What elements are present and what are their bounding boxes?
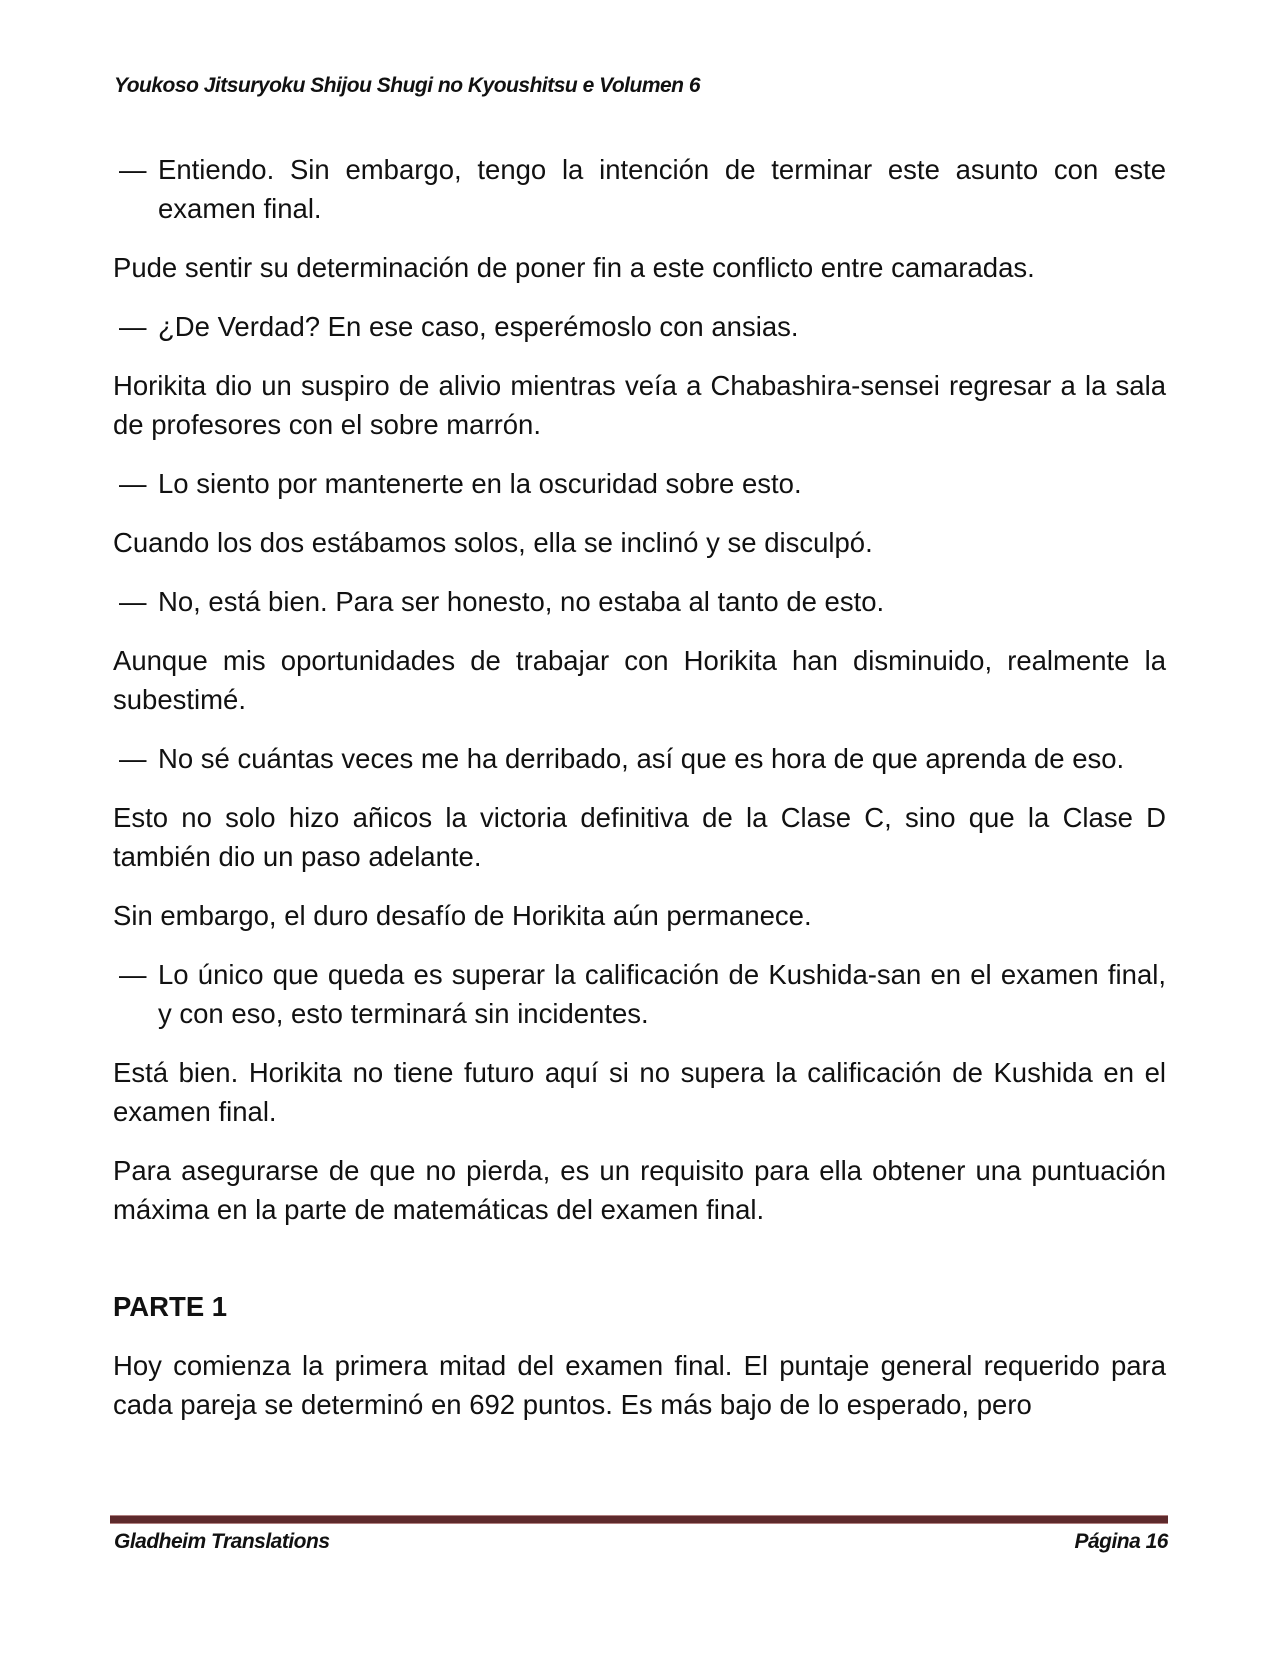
- dialogue-dash: —: [119, 311, 147, 342]
- dialogue-text: Entiendo. Sin embargo, tengo la intención de terminar este asunto con este examen final.: [158, 154, 1166, 224]
- section-heading: PARTE 1: [113, 1291, 228, 1322]
- dialogue-dash: —: [119, 743, 147, 774]
- paragraph: Esto no solo hizo añicos la victoria definitiva de la Clase C, sino que la Clase D también dio un paso adelante.: [113, 802, 1166, 872]
- dialogue-dash: —: [119, 154, 147, 185]
- page-body: [113, 150, 1166, 1444]
- page-number: Página 16: [1074, 1530, 1168, 1553]
- paragraph: Cuando los dos estábamos solos, ella se inclinó y se disculpó.: [113, 527, 873, 558]
- paragraph: Aunque mis oportunidades de trabajar con Horikita han disminuido, realmente la subestimé.: [113, 645, 1166, 715]
- running-header: Youkoso Jitsuryoku Shijou Shugi no Kyoushitsu e Volumen 6: [114, 74, 701, 97]
- footer-rule: [110, 1515, 1168, 1524]
- dialogue-text: No sé cuántas veces me ha derribado, así que es hora de que aprenda de eso.: [158, 743, 1125, 774]
- dialogue-line: [113, 955, 1166, 1033]
- dialogue-text: Lo siento por mantenerte en la oscuridad sobre esto.: [158, 468, 802, 499]
- dialogue-text: ¿De Verdad? En ese caso, esperémoslo con ansias.: [158, 311, 799, 342]
- footer-publisher: Gladheim Translations: [114, 1530, 330, 1553]
- dialogue-line: [113, 150, 1166, 228]
- dialogue-text: No, está bien. Para ser honesto, no estaba al tanto de esto.: [158, 586, 885, 617]
- paragraph: Sin embargo, el duro desafío de Horikita aún permanece.: [113, 900, 812, 931]
- dialogue-line: [113, 739, 1166, 778]
- paragraph: Horikita dio un suspiro de alivio mientras veía a Chabashira-sensei regresar a la sala de profesores con el sobre marrón.: [113, 370, 1166, 440]
- dialogue-text: Lo único que queda es superar la calificación de Kushida-san en el examen final, y con eso, esto terminará sin incidentes.: [158, 959, 1166, 1029]
- dialogue-line: [113, 464, 1166, 503]
- dialogue-line: [113, 307, 1166, 346]
- dialogue-dash: —: [119, 959, 147, 990]
- paragraph: Para asegurarse de que no pierda, es un requisito para ella obtener una puntuación máxima en la parte de matemáticas del examen final.: [113, 1155, 1166, 1225]
- dialogue-dash: —: [119, 586, 147, 617]
- dialogue-dash: —: [119, 468, 147, 499]
- paragraph: Hoy comienza la primera mitad del examen final. El puntaje general requerido para cada pareja se determinó en 692 puntos. Es más bajo de lo esperado, pero: [113, 1350, 1166, 1420]
- dialogue-line: [113, 582, 1166, 621]
- paragraph: Pude sentir su determinación de poner fin a este conflicto entre camaradas.: [113, 252, 1035, 283]
- paragraph: Está bien. Horikita no tiene futuro aquí si no supera la calificación de Kushida en el examen final.: [113, 1057, 1166, 1127]
